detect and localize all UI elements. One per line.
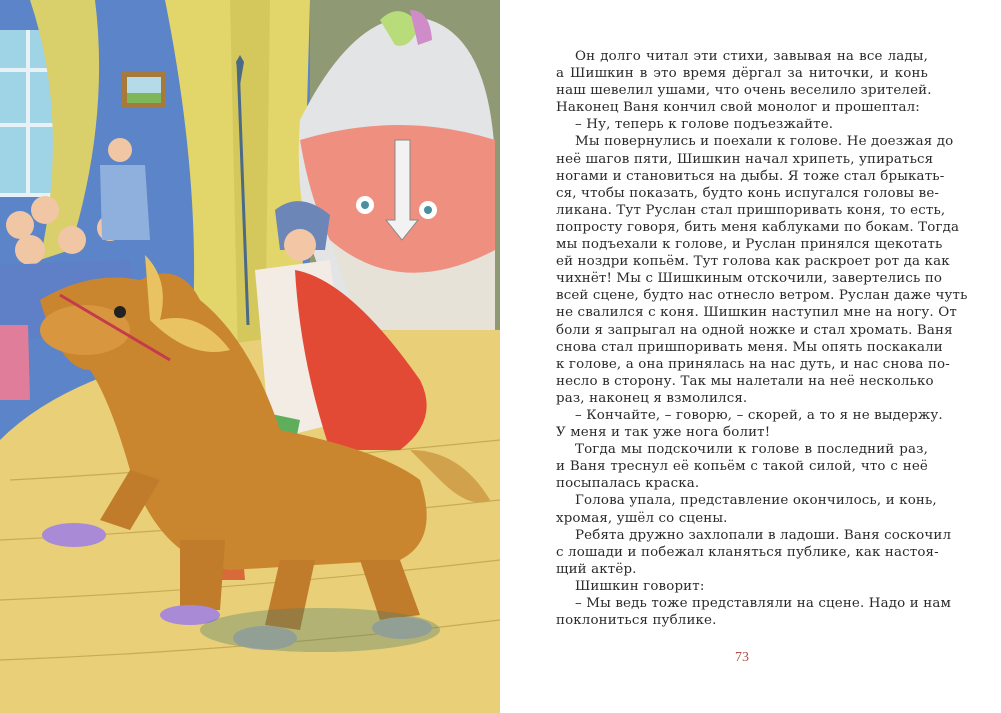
text-page — [556, 48, 968, 629]
text-line: – Кончайте, – говорю, – скорей, а то я не выдержу. — [575, 407, 943, 423]
text-line: мы подъехали к голове, и Руслан принялся щекотать — [556, 237, 943, 253]
text-line: наш шевелил ушами, что очень веселило зрителей. — [556, 83, 932, 99]
text-line: Он долго читал эти стихи, завывая на все лады, — [575, 49, 928, 64]
text-line: ликана. Тут Руслан стал пришпоривать коня, то есть, — [556, 202, 946, 218]
text-line: Шишкин говорит: — [575, 578, 705, 594]
text-line: и Ваня треснул её копьём с такой силой, что с неё — [556, 459, 928, 475]
text-line: посыпалась краска. — [556, 476, 700, 492]
text-line: щий актёр. — [556, 561, 637, 577]
text-line: – Мы ведь тоже представляли на сцене. Надо и нам — [575, 596, 952, 611]
text-line: несло в сторону. Так мы налетали на неё несколько — [556, 373, 934, 389]
text-line: попросту говоря, бить меня каблуками по бокам. Тогда — [556, 219, 960, 235]
text-line: Мы повернулись и поехали к голове. Не доезжая до — [575, 134, 954, 150]
text-line: раз, наконец я взмолился. — [556, 390, 748, 406]
text-line: боли я запрыгал на одной ножке и стал хромать. Ваня — [556, 322, 953, 338]
text-line: ей ноздри копьём. Тут голова как раскроет рот да как — [556, 254, 950, 270]
text-line: ся, чтобы показать, будто конь испугался головы ве- — [556, 185, 940, 201]
text-line: чихнёт! Мы с Шишкиным отскочили, завертелись по — [556, 271, 943, 287]
text-line: снова стал пришпоривать меня. Мы опять поскакали — [556, 339, 943, 355]
text-line: Ребята дружно захлопали в ладоши. Ваня соскочил — [575, 527, 952, 543]
text-line: не свалился с коня. Шишкин наступил мне на ногу. От — [556, 305, 957, 321]
illustration — [0, 0, 500, 713]
text-line: У меня и так уже нога болит! — [556, 425, 771, 441]
text-line: Голова упала, представление окончилось, и конь, — [575, 493, 937, 509]
text-line: – Ну, теперь к голове подъезжайте. — [575, 117, 834, 133]
theater-scene-image — [0, 0, 500, 713]
text-line: поклониться публике. — [556, 613, 717, 629]
text-line: Наконец Ваня кончил свой монолог и прошептал: — [556, 100, 920, 116]
text-line: всей сцене, будто нас отнесло ветром. Руслан даже чуть — [556, 288, 968, 304]
page-number: 73 — [735, 650, 749, 665]
text-line: а Шишкин в это время дёргал за ниточки, и конь — [556, 66, 928, 82]
text-line: с лошади и побежал кланяться публике, как настоя- — [556, 544, 939, 560]
text-line: ногами и становиться на дыбы. Я тоже стал брыкать- — [556, 168, 945, 184]
text-line: неё шагов пяти, Шишкин начал хрипеть, упираться — [556, 151, 934, 167]
text-line: хромая, ушёл со сцены. — [556, 510, 728, 526]
text-line: Тогда мы подскочили к голове в последний раз, — [575, 442, 928, 458]
text-line: к голове, а она принялась на нас дуть, и нас снова по- — [556, 356, 950, 372]
